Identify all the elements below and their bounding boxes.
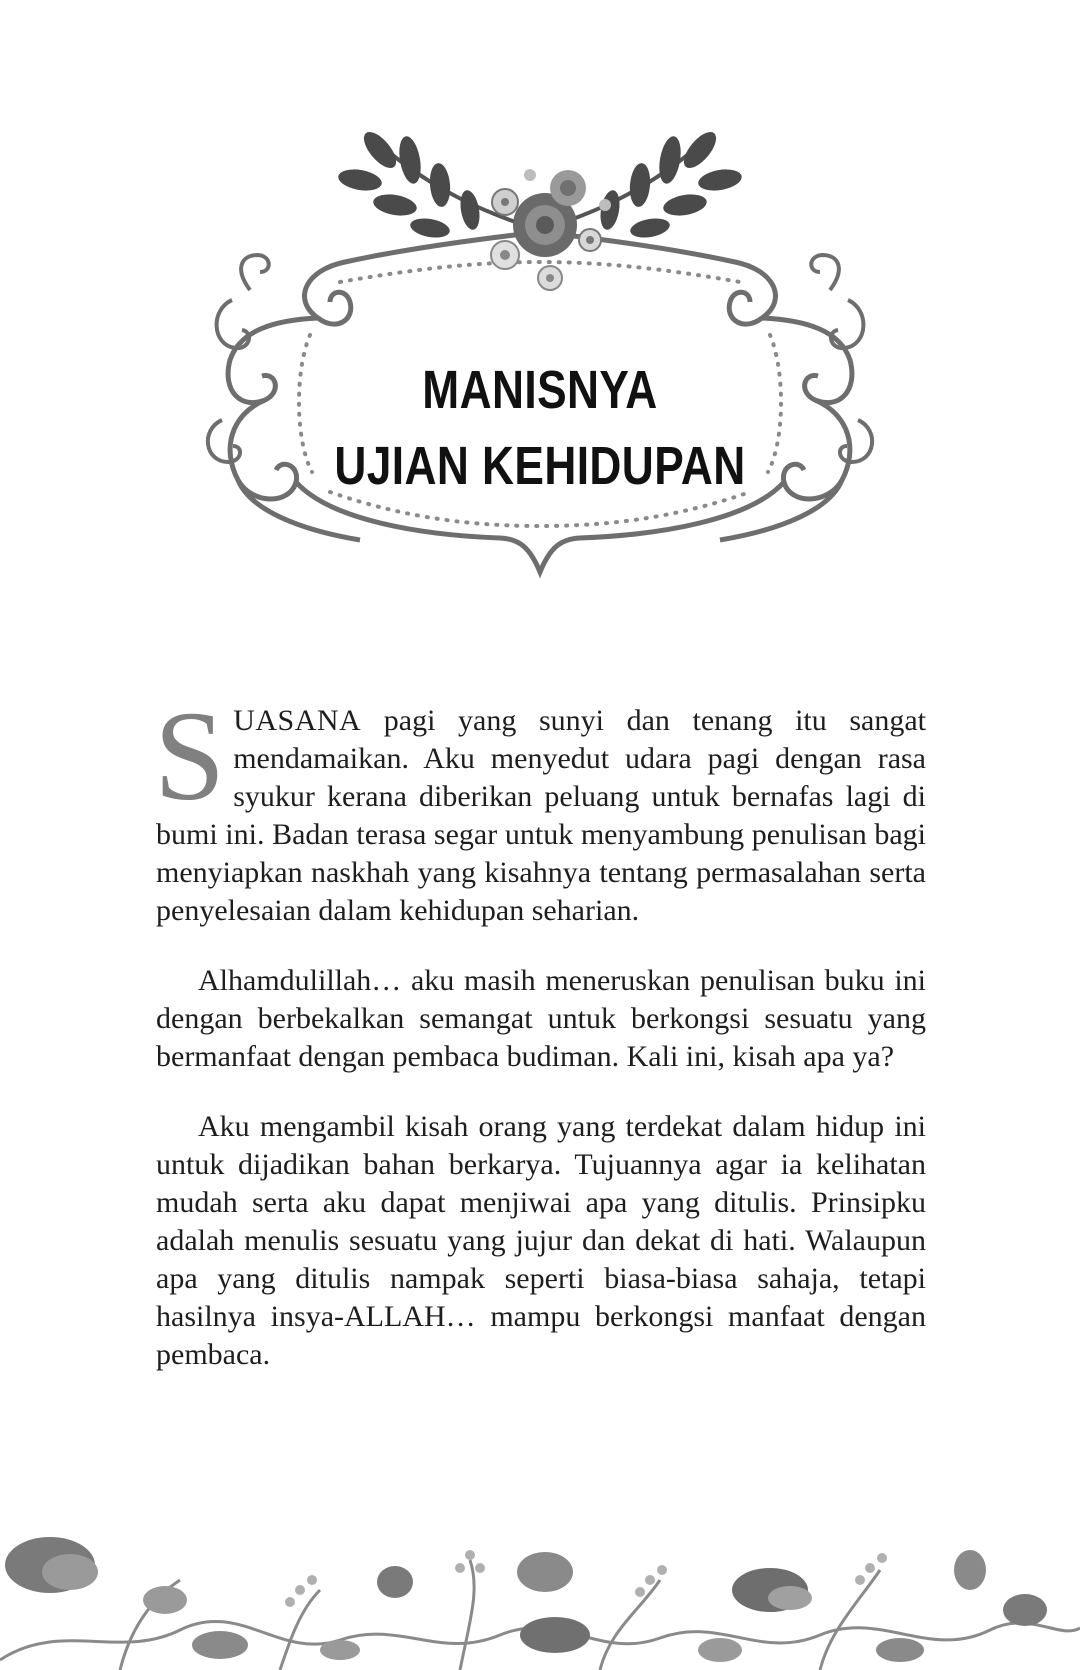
- chapter-title: [97, 352, 983, 504]
- footer-floral-border: [0, 1510, 1080, 1670]
- paragraph-1: [154, 685, 926, 930]
- paragraph-3: Aku mengambil kisah orang yang terdekat dalam hidup ini untuk dijadikan bahan berkarya. Tujuannya agar ia kelihatan mudah serta aku dapat menjiwai apa yang ditulis. Prinsipku adalah menulis sesuatu yang jujur dan dekat di hati. Walaupun apa yang ditulis nampak seperti biasa-biasa sahaja, tetapi hasilnya insya-ALLAH… mampu berkongsi manfaat dengan pembaca.: [156, 1110, 926, 1371]
- header-ornament-frame: [0, 0, 1080, 620]
- chapter-title-line-2: UJIAN KEHIDUPAN: [334, 436, 746, 496]
- chapter-title-line-1: MANISNYA: [422, 360, 658, 420]
- paragraph-2: Alhamdulillah… aku masih meneruskan penulisan buku ini dengan berbekalkan semangat untuk berkongsi sesuatu yang bermanfaat dengan pembaca budiman. Kali ini, kisah apa ya?: [156, 964, 926, 1073]
- drop-cap: S: [154, 685, 226, 827]
- lead-in-text: UASANA: [233, 704, 362, 737]
- body-text: [154, 685, 926, 1406]
- paragraph-1-text: pagi yang sunyi dan tenang itu sangat mendamaikan. Aku menyedut udara pagi dengan rasa syukur kerana diberikan peluang untuk bernafas lagi di bumi ini. Badan terasa segar untuk menyambung penulisan bagi menyiapkan naskhah yang kisahnya tentang permasalahan serta penyelesaian dalam kehidupan seharian.: [156, 704, 926, 927]
